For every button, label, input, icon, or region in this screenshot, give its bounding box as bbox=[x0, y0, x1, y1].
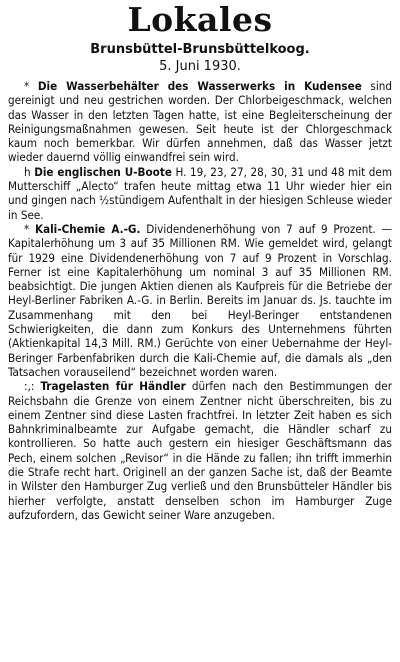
article-body: H. 19, 23, 27, 28, 30, 31 und 48 mit dem Mutterschiff „Alecto“ trafen heute mittag etwa 11 Uhr wieder hier ein und gingen nach ½stündigem Aufenthalt in der hiesigen Schleuse wieder in See. bbox=[8, 164, 392, 222]
article-tragelasten bbox=[8, 379, 392, 522]
article-lead: Kali-Chemie A.-G. bbox=[34, 221, 141, 236]
article-kali-chemie bbox=[8, 222, 392, 379]
newspaper-page bbox=[0, 2, 400, 662]
article-lead: Die Wasserbehälter des Wasserwerks in Kudensee bbox=[37, 79, 362, 93]
article-prefix: * bbox=[24, 79, 38, 93]
dateline-date: 5. Juni 1930. bbox=[159, 59, 241, 74]
article-prefix: * bbox=[24, 221, 35, 236]
article-lead: Tragelasten für Händler bbox=[40, 379, 186, 394]
section-title: Lokales bbox=[127, 0, 273, 39]
article-lead: Die englischen U-Boote bbox=[34, 164, 172, 179]
article-body: Dividendenerhöhung von 7 auf 9 Prozent. — Kapitalerhöhung um 3 auf 35 Millionen RM. Wie gemeldet wird, gelangt für 1929 eine Dividendenerhöhung von 7 auf 9 Prozent in Vorschlag. Ferner ist eine Kapitalerhöhung um nominal 3 auf 35 Millionen RM. beabsichtigt. Die jungen Aktien dienen als Kaufpreis für die Betriebe der Heyl-Berliner Fabriken A.-G. in Berlin. Bereits im Januar ds. Js. tauchte im Zusammenhang mit den bei Heyl-Beringer entstandenen Schwierigkeiten, die dann zum Konkurs des Unternehmens führten (Aktienkapital 14,3 Mill. RM.) Gerüchte von einer Uebernahme der Heyl-Beringer Farbenfabriken durch die Kali-Chemie auf, die damals als „den Tatsachen vorauseilend“ bezeichnet worden waren. bbox=[8, 221, 392, 379]
dateline-place: Brunsbüttel-Brunsbüttelkoog. bbox=[90, 42, 310, 57]
article-body: dürfen nach den Bestimmungen der Reichsbahn die Grenze von einem Zentner nicht überschreiten, bis zu einem Zentner sind diese Lasten frachtfrei. In letzter Zeit haben es sich Bahnkriminalbeamte zur Aufgabe gemacht, die Händler scharf zu kontrollieren. So hatte auch gestern ein hiesiger Geschäftsmann das Pech, einem solchen „Revisor“ in die Hände zu fallen; ihn trifft immerhin die Strafe recht hart. Originell an der ganzen Sache ist, daß der Beamte in Wilster den Hamburger Zug verließ und den Brunsbütteler Händler bis hierher verfolgte, anstatt denselben schon im Hamburger Zuge aufzufordern, das Gewicht seiner Ware anzugeben. bbox=[8, 379, 392, 522]
article-prefix: :,: bbox=[24, 379, 41, 394]
article-body: sind gereinigt und neu gestrichen worden. Der Chlorbeigeschmack, welchen das Wasser in den letzten Tagen hatte, ist eine Begleiterscheinung der Reinigungsmaßnahmen gewesen. Seit heute ist der Chlorgeschmack kaum noch bemerkbar. Wir dürfen annehmen, daß das Wasser jetzt wieder dauernd völlig einwandfrei sein wird. bbox=[8, 79, 393, 165]
article-water-tanks bbox=[8, 79, 392, 165]
article-uboats bbox=[8, 165, 392, 222]
article-prefix: h bbox=[24, 164, 35, 179]
